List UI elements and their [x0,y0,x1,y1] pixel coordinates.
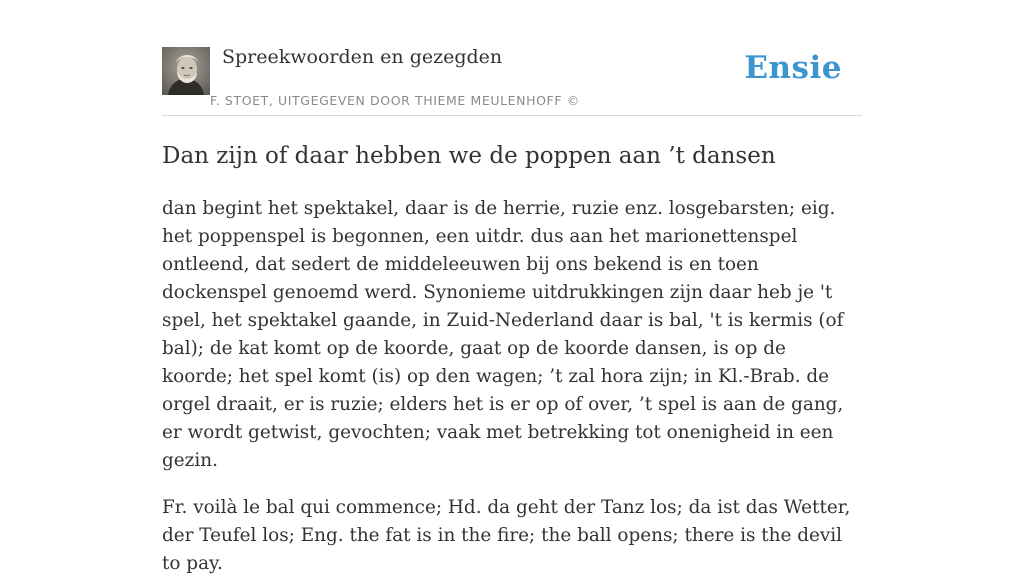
entry-title: Dan zijn of daar hebben we de poppen aan ’t dansen [162,143,776,169]
author-portrait-image [162,47,210,95]
source-header [162,40,862,116]
author-avatar [162,47,210,95]
entry-definition: dan begint het spektakel, daar is de herrie, ruzie enz. losgebarsten; eig. het poppenspel is begonnen, een uitdr. dus aan het marionettenspel ontleend, dat sedert de middeleeuwen bij ons bekend is en toen dockenspel genoemd werd. Synonieme uitdrukkingen zijn daar heb je 't spel, het spektakel gaande, in Zuid-Nederland daar is bal, 't is kermis (of bal); de kat komt op de koorde, gaat op de koorde dansen, is op de koorde; het spel komt (is) op den wagen; ’t zal hora zijn; in Kl.-Brab. de orgel draait, er is ruzie; elders het is er op of over, ’t spel is aan de gang, er wordt getwist, gevochten; vaak met betrekking tot onenigheid in een gezin. [162,198,844,471]
source-title[interactable]: Spreekwoorden en gezegden [222,46,503,68]
entry-translations: Fr. voilà le bal qui commence; Hd. da geht der Tanz los; da ist das Wetter, der Teufel los; Eng. the fat is in the fire; the ball opens; there is the devil to pay. [162,497,851,574]
source-credit: F. STOET, UITGEGEVEN DOOR THIEME MEULENHOFF © [210,93,580,108]
entry-card [162,40,862,578]
brand-logo[interactable]: Ensie [744,50,842,86]
